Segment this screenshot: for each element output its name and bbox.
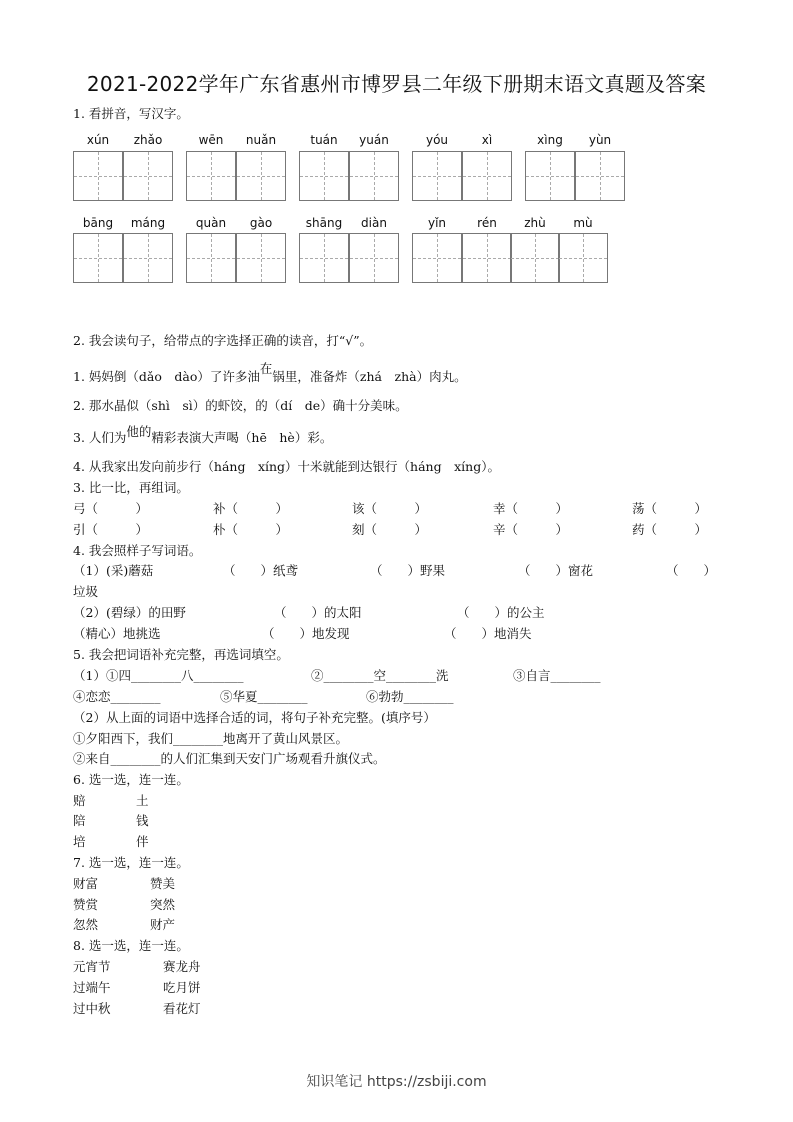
q2-s3-raised: 他的 [126, 424, 152, 439]
pinyin-label: shāng [305, 216, 343, 230]
tianzige-box[interactable] [236, 151, 286, 201]
q7-right-item: 财产 [150, 917, 176, 932]
q1-heading: 1. 看拼音，写汉字。 [73, 106, 189, 121]
q5-item: ②________空________洗 [311, 668, 449, 683]
q2-s3-text: 3. 人们为 [73, 430, 127, 445]
q4-item: （ ）的太阳 [274, 605, 362, 620]
tianzige-box[interactable] [299, 233, 349, 283]
tianzige-box[interactable] [186, 151, 236, 201]
q6-heading: 6. 选一选，连一连。 [73, 772, 189, 787]
q8-heading: 8. 选一选，连一连。 [73, 938, 189, 953]
q8-right-item: 赛龙舟 [163, 959, 201, 974]
tianzige-box[interactable] [412, 233, 462, 283]
q3-row2-item: 刻（ ） [352, 522, 428, 537]
q7-right-item: 赞美 [150, 876, 176, 891]
q4-item: （ ）纸鸢 [223, 563, 299, 578]
pinyin-label: mù [573, 216, 593, 230]
pinyin-label: bāng [82, 216, 114, 230]
q3-heading: 3. 比一比，再组词。 [73, 480, 189, 495]
pinyin-label: tuán [310, 133, 338, 147]
q6-right-item: 土 [136, 793, 149, 808]
tianzige-box[interactable] [236, 233, 286, 283]
q4-item: （ ） [666, 563, 717, 578]
tianzige-box[interactable] [123, 151, 173, 201]
q2-sentence-2: 2. 那水晶似（shì sì）的虾饺，的（dí de）确十分美味。 [73, 398, 408, 413]
pinyin-label: quàn [195, 216, 227, 230]
pinyin-label: yóu [425, 133, 449, 147]
q6-left-item: 陪 [73, 813, 86, 828]
q2-s1-rest: 锅里，准备炸（zhá zhà）肉丸。 [272, 369, 467, 384]
q3-row2-item: 引（ ） [73, 522, 149, 537]
tianzige-box[interactable] [349, 233, 399, 283]
q2-sentence-1 [73, 361, 467, 385]
q3-row1-item: 补（ ） [213, 501, 289, 516]
pinyin-label: yuán [359, 133, 389, 147]
tianzige-box[interactable] [73, 233, 123, 283]
tianzige-box[interactable] [510, 233, 560, 283]
q5-heading: 5. 我会把词语补充完整，再选词填空。 [73, 647, 289, 662]
q4-item: （ ）的公主 [457, 605, 545, 620]
pinyin-label: yǐn [427, 216, 447, 230]
q5-item: ③自言________ [513, 668, 601, 683]
q7-heading: 7. 选一选，连一连。 [73, 855, 189, 870]
pinyin-label: nuǎn [245, 133, 277, 147]
q5-instruction: （2）从上面的词语中选择合适的词，将句子补充完整。(填序号） [73, 710, 436, 725]
tianzige-box[interactable] [462, 233, 512, 283]
q2-sentence-4: 4. 从我家出发向前步行（háng xíng）十米就能到达银行（háng xíng）。 [73, 459, 500, 474]
pinyin-label: xún [86, 133, 110, 147]
tianzige-box[interactable] [299, 151, 349, 201]
q5-item: ⑥勃勃________ [366, 689, 454, 704]
q8-left-item: 元宵节 [73, 959, 111, 974]
tianzige-box[interactable] [575, 151, 625, 201]
q4-item: （ ）地消失 [444, 626, 532, 641]
q3-row2-item: 辛（ ） [493, 522, 569, 537]
q4-item: （ ）窗花 [518, 563, 594, 578]
tianzige-box[interactable] [186, 233, 236, 283]
q6-left-item: 培 [73, 834, 86, 849]
q3-row1-item: 荡（ ） [632, 501, 708, 516]
q5-item: ⑤华夏________ [220, 689, 308, 704]
pinyin-label: rén [477, 216, 497, 230]
q4-item: （精心）地挑选 [73, 626, 161, 641]
pinyin-label: zhù [524, 216, 546, 230]
q6-left-item: 赔 [73, 793, 86, 808]
q2-sentence-3 [73, 424, 333, 446]
q2-heading: 2. 我会读句子，给带点的字选择正确的读音，打“√”。 [73, 333, 373, 348]
q8-right-item: 吃月饼 [163, 980, 201, 995]
q4-heading: 4. 我会照样子写词语。 [73, 543, 202, 558]
q5-item: （1）①四________八________ [73, 668, 244, 683]
tianzige-box[interactable] [73, 151, 123, 201]
q3-row2-item: 药（ ） [632, 522, 708, 537]
q7-left-item: 赞赏 [73, 897, 99, 912]
q6-right-item: 伴 [136, 834, 149, 849]
pinyin-label: diàn [361, 216, 387, 230]
tianzige-box[interactable] [525, 151, 575, 201]
q8-left-item: 过端午 [73, 980, 111, 995]
q3-row1-item: 幸（ ） [493, 501, 569, 516]
q7-left-item: 忽然 [73, 917, 99, 932]
q3-row1-item: 弓（ ） [73, 501, 149, 516]
tianzige-box[interactable] [462, 151, 512, 201]
q2-s1-text: 1. 妈妈倒（dǎo dào）了许多油 [73, 369, 260, 384]
pinyin-label: gào [249, 216, 273, 230]
footer-watermark: 知识笔记 https://zsbiji.com [306, 1074, 487, 1090]
tianzige-box[interactable] [123, 233, 173, 283]
q4-item: （1）(采)蘑菇 [73, 563, 154, 578]
pinyin-label: zhǎo [133, 133, 163, 147]
q2-s1-raised: 在 [259, 361, 273, 376]
q8-right-item: 看花灯 [163, 1001, 201, 1016]
tianzige-box[interactable] [412, 151, 462, 201]
q7-left-item: 财富 [73, 876, 99, 891]
tianzige-box[interactable] [558, 233, 608, 283]
q3-row2-item: 朴（ ） [213, 522, 289, 537]
tianzige-box[interactable] [349, 151, 399, 201]
q8-left-item: 过中秋 [73, 1001, 111, 1016]
pinyin-label: wēn [198, 133, 224, 147]
q4-item: （ ）野果 [370, 563, 446, 578]
pinyin-label: máng [130, 216, 166, 230]
q4-item: （2）(碧绿）的田野 [73, 605, 186, 620]
pinyin-label: xì [481, 133, 493, 147]
q4-item: （ ）地发现 [262, 626, 350, 641]
q2-s3-rest: 精彩表演大声喝（hē hè）彩。 [151, 430, 333, 445]
pinyin-label: yùn [588, 133, 612, 147]
page-title: 2021-2022学年广东省惠州市博罗县二年级下册期末语文真题及答案 [86, 72, 707, 96]
q6-right-item: 钱 [136, 813, 149, 828]
q7-right-item: 突然 [150, 897, 176, 912]
q5-sentence-2: ②来自________的人们汇集到天安门广场观看升旗仪式。 [73, 751, 386, 766]
q5-sentence-1: ①夕阳西下，我们________地离开了黄山风景区。 [73, 731, 349, 746]
pinyin-label: xìng [537, 133, 563, 147]
q3-row1-item: 该（ ） [352, 501, 428, 516]
q5-item: ④恋恋________ [73, 689, 161, 704]
q4-item: 垃圾 [73, 584, 99, 599]
